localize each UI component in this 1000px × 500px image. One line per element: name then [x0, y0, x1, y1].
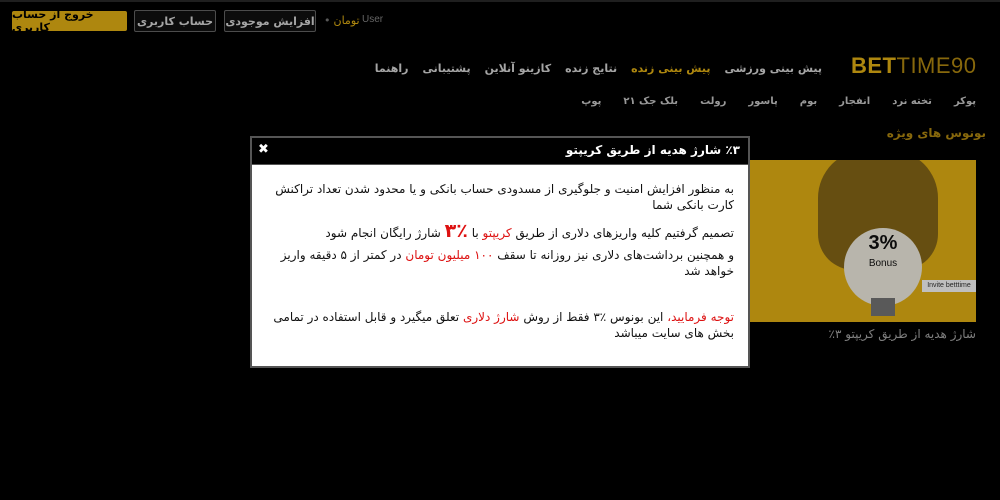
- modal-text: تصمیم گرفتیم کلیه واریزهای دلاری از طریق: [515, 226, 734, 240]
- nav-pop[interactable]: پوپ: [581, 96, 602, 107]
- logo-part2: TIME90: [896, 53, 977, 78]
- modal-body: [252, 165, 748, 341]
- logout-button[interactable]: خروج از حساب کاربری: [12, 11, 127, 31]
- username: User: [362, 14, 384, 25]
- bonus-percent: 3%: [868, 232, 898, 254]
- modal-text: این بونوس ٪۳ فقط از روش: [523, 310, 664, 324]
- modal-paragraph-withdrawals: [262, 247, 734, 279]
- modal-text: تعلق میگیرد و قابل استفاده در تمامی بخش های سایت میباشد: [273, 310, 734, 340]
- profile-button[interactable]: حساب کاربری: [134, 10, 216, 32]
- nav-boom[interactable]: بوم: [799, 96, 818, 107]
- close-icon[interactable]: ✖: [258, 142, 269, 157]
- modal-paragraph-decision: [262, 220, 734, 242]
- nav-live-results[interactable]: نتایج زنده: [565, 62, 618, 75]
- nav-online-casino[interactable]: کازینو آنلاین: [484, 62, 552, 75]
- bonus-word: Bonus: [868, 258, 898, 269]
- nav-sports-betting[interactable]: پیش بینی ورزشی: [724, 62, 822, 75]
- modal-header: [252, 138, 748, 165]
- dot-icon: •: [324, 14, 331, 27]
- nav-poker[interactable]: پوکر: [953, 96, 976, 107]
- modal-highlight-percent: ٪۳: [444, 220, 468, 242]
- modal-text: شارژ رایگان انجام شود: [325, 226, 441, 240]
- nav-live-betting[interactable]: پیش بینی زنده: [631, 62, 711, 75]
- balance-currency: تومان: [333, 14, 360, 27]
- nav-support[interactable]: پشتیبانی: [422, 62, 471, 75]
- nav-pasur[interactable]: پاسور: [748, 96, 778, 107]
- topup-button[interactable]: افزایش موجودی: [224, 10, 316, 32]
- modal-highlight-notice: توجه فرمایید،: [667, 310, 734, 324]
- modal-text: با: [471, 226, 479, 240]
- nav-blackjack[interactable]: بلک جک ۲۱: [623, 96, 679, 107]
- modal-highlight-limit: ۱۰۰ میلیون تومان: [405, 248, 494, 262]
- nav-backgammon[interactable]: تخته نرد: [892, 96, 932, 107]
- modal-title: ٪۳ شارژ هدیه از طریق کریپتو: [565, 143, 740, 157]
- modal-paragraph-security: به منظور افزایش امنیت و جلوگیری از مسدودی حساب بانکی و یا محدود شدن تعداد تراکنش کارت بانکی شما: [275, 182, 734, 212]
- nav-help[interactable]: راهنما: [374, 62, 409, 75]
- nav-roulette[interactable]: رولت: [700, 96, 727, 107]
- modal-highlight-dollar: شارژ دلاری: [462, 310, 520, 324]
- modal-highlight-crypto: کریپتو: [482, 226, 512, 240]
- crypto-bonus-modal: [250, 136, 750, 368]
- bonus-tag: Invite betttime: [922, 280, 976, 292]
- modal-paragraph-notice: [262, 309, 734, 341]
- logo-part1: BET: [851, 53, 897, 78]
- modal-text: و همچنین برداشت‌های دلاری نیز روزانه تا سقف: [497, 248, 734, 262]
- modal-text: در کمتر از ۵ دقیقه واریز خواهد شد: [280, 248, 734, 278]
- nav-crash[interactable]: انفجار: [839, 96, 871, 107]
- bonus-card-caption[interactable]: ٪۳ شارژ هدیه از طریق کریپتو: [828, 327, 976, 341]
- special-bonuses-title: بونوس های ویژه: [886, 126, 986, 140]
